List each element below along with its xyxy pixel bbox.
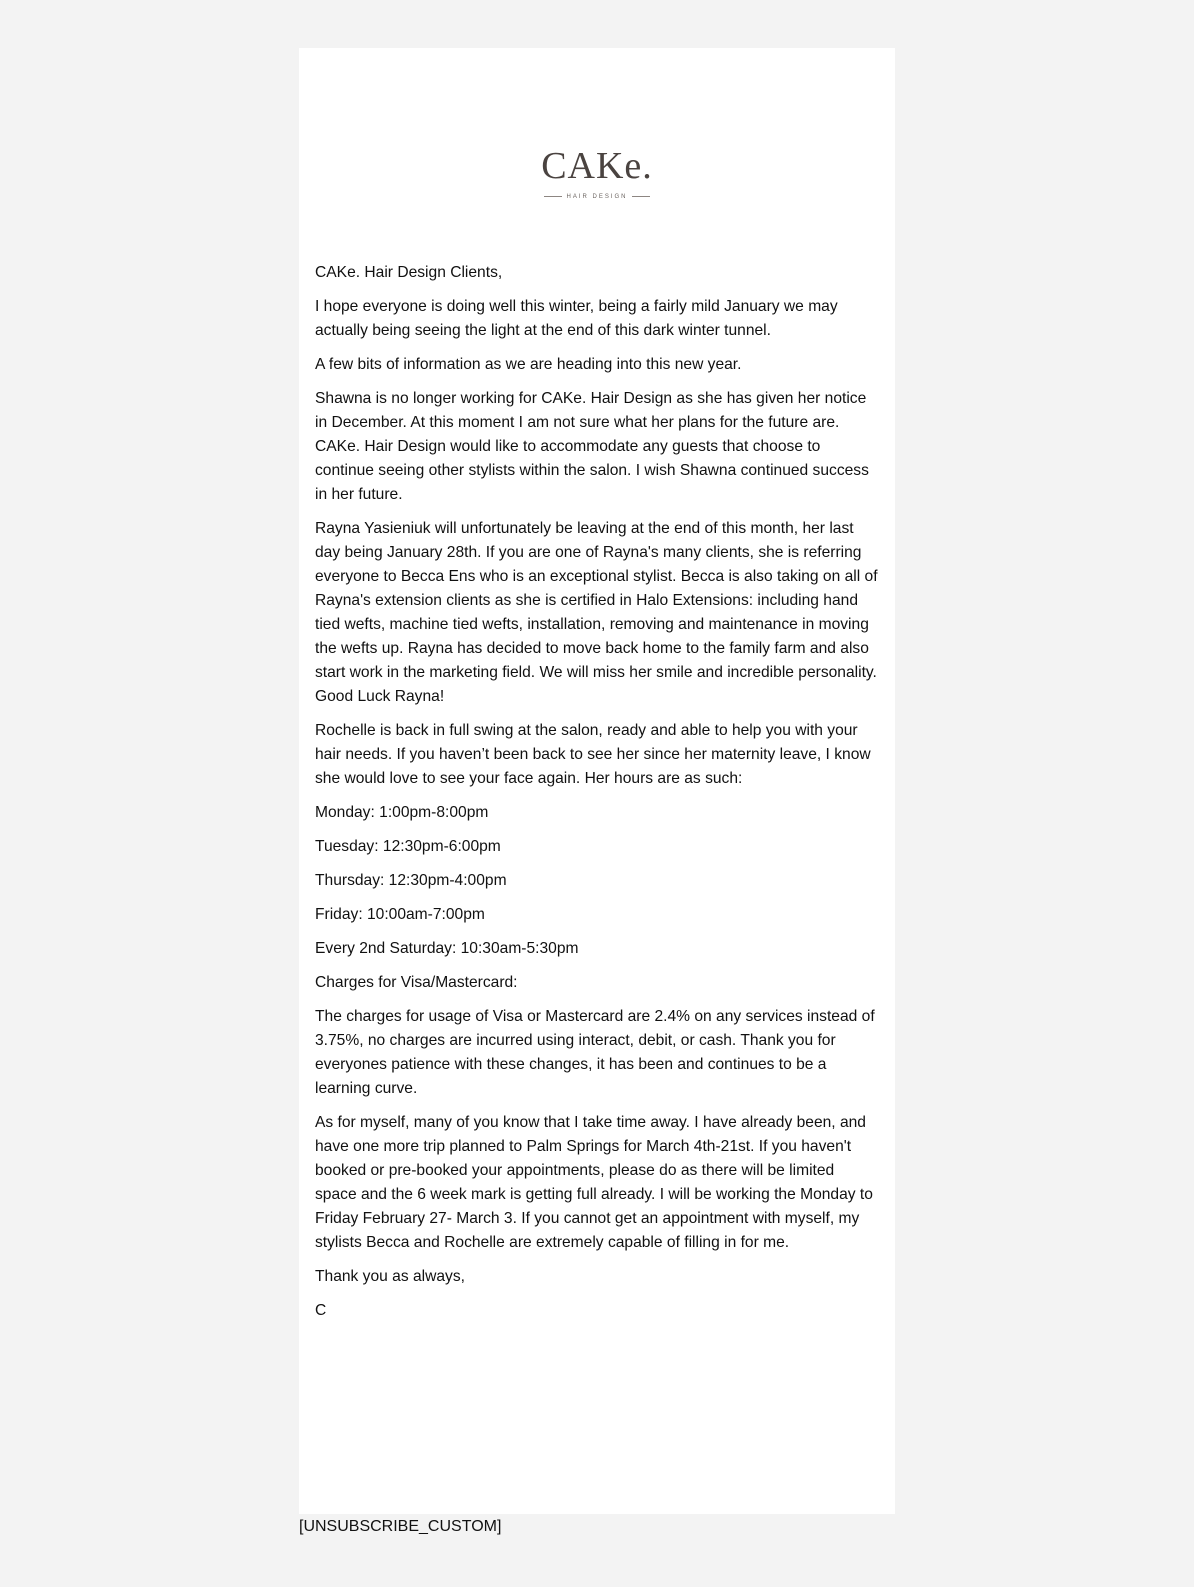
hours-monday: Monday: 1:00pm-8:00pm [315,804,489,821]
logo-rule-left [544,196,562,197]
charges-heading: Charges for Visa/Mastercard: [315,974,518,991]
paragraph-charges: The charges for usage of Visa or Mastercard are 2.4% on any services instead of 3.75%, no charges are incurred using interact, debit, or cash. Thank you for everyones patience with these changes, it has been and continues to be a learning curve. [315,1008,875,1097]
paragraph-intro: I hope everyone is doing well this winter, being a fairly mild January we may actually being seeing the light at the end of this dark winter tunnel. [315,298,838,339]
logo-subtitle [544,194,649,200]
hours-friday: Friday: 10:00am-7:00pm [315,906,485,923]
logo-wordmark: CAKe. [541,145,653,187]
paragraph-myself: As for myself, many of you know that I take time away. I have already been, and have one more trip planned to Palm Springs for March 4th-21st. If you haven't booked or pre-booked your appointments, please do as there will be limited space and the 6 week mark is getting full already. I will be working the Monday to Friday February 27- March 3. If you cannot get an appointment with myself, my stylists Becca and Rochelle are extremely capable of filling in for me. [315,1114,873,1251]
paragraph-rayna: Rayna Yasieniuk will unfortunately be leaving at the end of this month, her last day being January 28th. If you are one of Rayna's many clients, she is referring everyone to Becca Ens who is an exceptional stylist. Becca is also taking on all of Rayna's extension clients as she is certified in Halo Extensions: including hand tied wefts, machine tied wefts, installation, removing and maintenance in moving the wefts up. Rayna has decided to move back home to the family farm and also start work in the marketing field. We will miss her smile and incredible personality. Good Luck Rayna! [315,520,878,705]
logo-subtitle-text: HAIR DESIGN [566,193,628,200]
closing: Thank you as always, [315,1268,465,1285]
cake-hair-design-logo [299,145,895,202]
signature: C [315,1302,327,1319]
hours-saturday: Every 2nd Saturday: 10:30am-5:30pm [315,940,579,957]
unsubscribe-link[interactable]: [UNSUBSCRIBE_CUSTOM] [299,1518,502,1535]
logo-rule-right [632,196,650,197]
paragraph-shawna: Shawna is no longer working for CAKe. Hair Design as she has given her notice in December. At this moment I am not sure what her plans for the future are. CAKe. Hair Design would like to accommodate any guests that choose to continue seeing other stylists within the salon. I wish Shawna continued success in her future. [315,390,869,503]
email-body [299,48,895,1514]
hours-tuesday: Tuesday: 12:30pm-6:00pm [315,838,501,855]
paragraph-rochelle: Rochelle is back in full swing at the salon, ready and able to help you with your hair needs. If you haven’t been back to see her since her maternity leave, I know she would love to see your face again. Her hours are as such: [315,722,871,787]
letter-content [315,261,880,1333]
hours-thursday: Thursday: 12:30pm-4:00pm [315,872,507,889]
greeting: CAKe. Hair Design Clients, [315,264,503,281]
paragraph-new-year: A few bits of information as we are heading into this new year. [315,356,742,373]
